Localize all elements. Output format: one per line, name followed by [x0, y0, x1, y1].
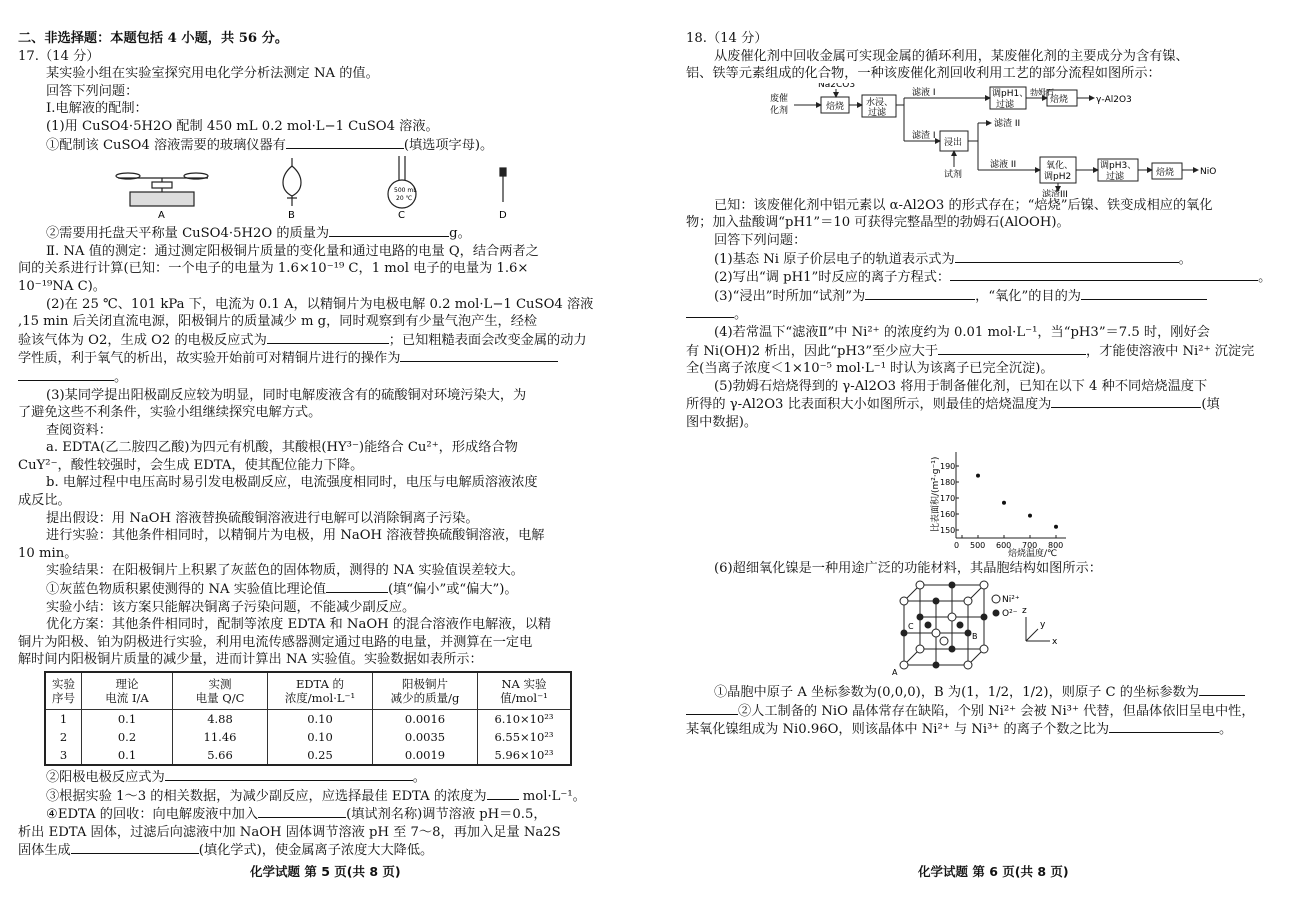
table-header: 实验 序号	[45, 672, 82, 710]
answer-blank[interactable]	[865, 287, 975, 300]
table-cell: 0.0035	[373, 728, 478, 746]
table-header: 理论 电流 I/A	[82, 672, 173, 710]
flask-volume-label: 500 mL	[394, 187, 417, 195]
q18-6-1-cont: ②人工制备的 NiO 晶体常存在缺陷，个别 Ni²⁺ 会被 Ni³⁺ 代替，但晶体依旧呈电中性，	[686, 702, 1279, 721]
page-footer-left: 化学试题 第 5 页(共 8 页)	[250, 864, 401, 879]
option-b-label: B	[288, 210, 295, 222]
table-cell: 6.55×10²³	[478, 728, 572, 746]
table-cell: 6.10×10²³	[478, 710, 572, 729]
x-axis-label: 焙烧温度/℃	[1008, 548, 1058, 559]
data-point	[976, 473, 980, 477]
surface-area-chart	[686, 432, 1279, 560]
text-line: 铜片为阳极、铂为阴极进行实验，利用电流传感器测定通过电路的电量，并测算在一定电	[18, 634, 533, 650]
text-line: b. 电解过程中电压高时易引发电极副反应，电流强度相同时，电压与电解质溶液浓度	[46, 475, 538, 491]
table-cell: 0.0016	[373, 710, 478, 729]
text-line: 铝、铁等元素组成的化合物，一种该废催化剂回收利用工艺的部分流程如图所示：	[686, 66, 1161, 82]
table-cell: 5.66	[173, 746, 268, 765]
text-line: a. EDTA(乙二胺四乙酸)为四元有机酸，其酸根(HY³⁻)能络合 Cu²⁺，形成络合物	[46, 440, 518, 456]
flow-extract: 浸出	[944, 137, 963, 148]
x-tick-label: 500	[970, 540, 986, 550]
flow-roast-1: 焙烧	[826, 101, 845, 112]
q18-2: (2)写出“调 pH1”时反应的离子方程式： 。	[714, 270, 1272, 286]
flask-temp-label: 20 ℃	[396, 195, 413, 203]
page-5	[0, 0, 630, 900]
text-line: 进行实验：其他条件相同时，以精铜片为电极，用 NaOH 溶液替换硫酸铜溶液，电解	[46, 528, 545, 544]
text-line: 了避免这些不利条件，实验小组继续探究电解方式。	[18, 405, 322, 421]
text-line: 10 min。	[18, 545, 78, 561]
page-footer-right: 化学试题 第 6 页(共 8 页)	[918, 864, 1069, 879]
q17-stem: 某实验小组在实验室探究用电化学分析法测定 NA 的值。	[46, 66, 379, 82]
separatory-funnel-icon	[283, 158, 301, 206]
q18-6-1: ①晶胞中原子 A 坐标参数为(0,0,0)，B 为(1，1/2，1/2)，则原子 C 的坐标参数为	[686, 683, 1279, 702]
text-line: 已知：该废催化剂中铝元素以 α-Al2O3 的形式存在；“焙烧”后镍、铁变成相应的氧化	[714, 197, 1213, 213]
text-line: (4)若常温下“滤液Ⅱ”中 Ni²⁺ 的浓度约为 0.01 mol·L⁻¹，当“pH3”＝7.5 时，刚好会	[714, 324, 1210, 340]
table-row	[45, 746, 571, 765]
q17-2-c: 。	[18, 368, 614, 387]
answer-blank[interactable]	[1081, 287, 1207, 300]
text-line: 间的关系进行计算(已知：一个电子的电量为 1.6×10⁻¹⁹ C，1 mol 电子的电量为 1.6×	[18, 261, 529, 277]
q18-5: 所得的 γ-Al2O3 比表面积大小如图所示，则最佳的焙烧温度为 (填	[686, 397, 1220, 413]
text-line: 优化方案：其他条件相同时，配制等浓度 EDTA 和 NaOH 的混合溶液作电解液，以精	[46, 617, 552, 633]
flow-ph3: 过滤	[1106, 171, 1125, 182]
table-cell: 0.10	[268, 710, 373, 729]
q17-2-b: 学性质，利于氧气的析出，故实验开始前可对精铜片进行的操作为	[18, 349, 614, 368]
answer-blank[interactable]	[329, 224, 449, 237]
answer-blank[interactable]	[267, 331, 389, 344]
q17-1-1: ①配制该 CuSO4 溶液需要的玻璃仪器有 (填选项字母)。	[46, 137, 494, 153]
flow-leach: 水浸、	[866, 97, 894, 108]
option-d-label: D	[499, 210, 507, 222]
table-cell: 1	[59, 712, 68, 726]
table-header-row	[45, 672, 571, 710]
flow-residue-2: 滤渣 II	[994, 118, 1021, 129]
data-point	[1054, 524, 1058, 528]
text-line: 实验小结：该方案只能解决铜离子污染问题，不能减少副反应。	[46, 599, 416, 615]
atom-a-label: A	[892, 668, 898, 678]
answer-blank[interactable]	[1199, 683, 1245, 696]
x-tick-label: 600	[996, 540, 1012, 550]
atom-b-label: B	[972, 632, 978, 642]
flow-oxid: 调pH2	[1044, 171, 1072, 182]
table-cell: 0.1	[82, 710, 173, 729]
flow-roast-2: 焙烧	[1050, 94, 1069, 105]
experiment-table	[44, 671, 572, 766]
y-tick-label: 160	[940, 509, 956, 519]
text-line: 提出假设：用 NaOH 溶液替换硫酸铜溶液进行电解可以消除铜离子污染。	[46, 510, 479, 526]
text-line: 成反比。	[18, 493, 71, 509]
flow-leach: 过滤	[868, 107, 887, 118]
balance-icon	[116, 173, 208, 206]
option-a-label: A	[158, 210, 165, 222]
text-line: 物；加入盐酸调“pH1”＝10 可获得完整晶型的勃姆石(AlOOH)。	[686, 215, 1070, 231]
flow-na2co3: Na2CO3	[818, 82, 856, 90]
answer-blank[interactable]	[955, 250, 1179, 263]
flow-al2o3: γ-Al2O3	[1096, 94, 1132, 105]
flow-boehmite: 勃姆石	[1030, 87, 1054, 97]
answer-blank[interactable]	[487, 787, 519, 800]
answer-blank[interactable]	[400, 349, 558, 362]
q17-2-a: 验该气体为 O2，生成 O2 的电极反应式为 ；已知粗糙表面会改变金属的动力	[18, 332, 587, 348]
q17-3-2: ②阳极电极反应式为 。	[46, 770, 426, 785]
flow-ph3: 调pH3、	[1100, 160, 1137, 171]
answer-blank[interactable]	[950, 268, 1258, 281]
flow-residue-3: 滤渣III	[1042, 189, 1068, 197]
text-line: 10⁻¹⁹NA C)。	[18, 278, 106, 294]
part-1-title: Ⅰ.电解液的配制：	[46, 101, 148, 117]
x-tick-label: 700	[1022, 540, 1038, 550]
answer-blank[interactable]	[1051, 395, 1201, 408]
y-tick-label: 170	[940, 493, 956, 503]
q17-3-1: ①灰蓝色物质积累使测得的 NA 实验值比理论值 (填“偏小”或“偏大”)。	[46, 582, 518, 598]
y-tick-label: 190	[940, 461, 956, 471]
table-row	[45, 710, 571, 729]
table-cell: 4.88	[173, 710, 268, 729]
q18-4: 有 Ni(OH)2 析出，因此“pH3”至少应大于 ，才能使溶液中 Ni²⁺ 沉淀完	[686, 343, 1255, 359]
text-line: 解时间内阳极铜片质量的减少量，进而计算出 NA 实验值。实验数据如表所示：	[18, 652, 483, 668]
text-line: CuY²⁻，酸性较强时，会生成 EDTA，使其配位能力下降。	[18, 457, 364, 473]
text-line: (6)超细氧化镍是一种用途广泛的功能材料，其晶胞结构如图所示：	[714, 560, 1102, 576]
text-line: 回答下列问题：	[46, 83, 139, 99]
flow-waste: 化剂	[770, 105, 789, 116]
data-point	[1002, 500, 1006, 504]
unit-cell-figure	[686, 577, 1279, 683]
table-cell: 5.96×10²³	[478, 746, 572, 765]
table-cell: 2	[59, 730, 68, 744]
y-axis-label: 比表面积/(m²·g⁻¹)	[931, 456, 941, 532]
table-cell: 0.25	[268, 746, 373, 765]
q17-title: 17.（14 分）	[18, 48, 100, 64]
text-line: (3)某同学提出阳极副反应较为明显，同时电解废液含有的硫酸铜对环境污染大，为	[46, 387, 527, 403]
flow-filtrate-1: 滤液 I	[912, 87, 936, 98]
text-line: 析出 EDTA 固体，过滤后向滤液中加 NaOH 固体调节溶液 pH 至 7～8，再加入足量 Na2S	[18, 824, 561, 840]
text-line: 回答下列问题：	[714, 232, 807, 248]
axis-x: x	[1052, 637, 1058, 648]
table-cell: 3	[59, 748, 68, 762]
flow-ph1: 过滤	[996, 99, 1015, 110]
answer-blank[interactable]	[258, 805, 346, 818]
text-line: Ⅱ. NA 值的测定：通过测定阳极铜片质量的变化量和通过电路的电量 Q，结合两者之	[46, 243, 539, 259]
table-cell: 0.1	[82, 746, 173, 765]
table-header: 实测 电量 Q/C	[173, 672, 268, 710]
data-point	[1028, 513, 1032, 517]
axis-y: y	[1040, 620, 1046, 631]
apparatus-figure	[18, 154, 614, 224]
q18-1: (1)基态 Ni 原子价层电子的轨道表示式为 。	[714, 251, 1192, 267]
answer-blank[interactable]	[18, 368, 114, 381]
answer-blank[interactable]	[1109, 720, 1219, 733]
text-line: 查阅资料：	[46, 422, 112, 438]
x-tick-label: 800	[1048, 540, 1064, 550]
table-header: NA 实验 值/mol⁻¹	[478, 672, 572, 710]
q17-3-5: 固体生成 (填化学式)，使金属离子浓度大大降低。	[18, 843, 434, 859]
text-line: ,15 min 后关闭直流电源，阳极铜片的质量减少 m g，同时观察到有少量气泡产生，经检	[18, 314, 538, 330]
answer-blank[interactable]	[938, 342, 1086, 355]
flow-nio: NiO	[1200, 166, 1217, 177]
q18-stem: 从废催化剂中回收金属可实现金属的循环利用，某废催化剂的主要成分为含有镍、	[714, 48, 1189, 64]
axis-z: z	[1022, 606, 1027, 617]
q18-3: (3)“浸出”时所加“试剂”为 ，“氧化”的目的为	[686, 287, 1279, 306]
text-line: (5)勃姆石焙烧得到的 γ-Al2O3 将用于制备催化剂，已知在以下 4 种不同焙烧温度下	[714, 378, 1208, 394]
y-tick-label: 180	[940, 477, 956, 487]
answer-blank[interactable]	[286, 136, 404, 149]
flow-filtrate-2: 滤液 II	[990, 159, 1017, 170]
flow-residue-1: 滤渣 I	[912, 130, 936, 141]
answer-blank[interactable]	[71, 841, 199, 854]
q18-title: 18.（14 分）	[686, 31, 768, 46]
table-cell: 11.46	[173, 728, 268, 746]
x-tick-label: 0	[954, 540, 960, 550]
table-cell: 0.0019	[373, 746, 478, 765]
q18-6-2: 某氧化镍组成为 Ni0.96O，则该晶体中 Ni²⁺ 与 Ni³⁺ 的离子个数之比为 。	[686, 722, 1233, 738]
process-flowchart	[686, 83, 1279, 197]
unit-cell-icon	[904, 585, 984, 665]
answer-blank[interactable]	[326, 580, 388, 593]
legend-o: O²⁻	[1002, 609, 1018, 620]
table-row	[45, 728, 571, 746]
flow-oxid: 氧化、	[1046, 160, 1074, 171]
table-cell: 0.2	[82, 728, 173, 746]
text-line: (1)用 CuSO4·5H2O 配制 450 mL 0.2 mol·L−1 CuSO4 溶液。	[46, 118, 439, 134]
text-line: 图中数据)。	[686, 414, 758, 430]
q18-3-cont: 。	[686, 305, 1279, 324]
table-header: EDTA 的 浓度/mol·L⁻¹	[268, 672, 373, 710]
table-cell: 0.10	[268, 728, 373, 746]
flow-reagent: 试剂	[944, 169, 963, 180]
text-line: 实验结果：在阳极铜片上积累了灰蓝色的固体物质，测得的 NA 实验值误差较大。	[46, 563, 524, 579]
section-heading: 二、非选择题：本题包括 4 小题，共 56 分。	[18, 31, 289, 46]
q17-3-3: ③根据实验 1～3 的相关数据，为减少副反应，应选择最佳 EDTA 的浓度为 mol·L⁻¹。	[46, 788, 586, 804]
option-c-label: C	[398, 210, 405, 222]
answer-blank[interactable]	[165, 768, 413, 781]
flow-roast-3: 焙烧	[1156, 167, 1175, 178]
answer-blank[interactable]	[686, 702, 738, 715]
text-line: 全(当离子浓度＜1×10⁻⁵ mol·L⁻¹ 时认为该离子已完全沉淀)。	[686, 361, 1054, 377]
text-line: (2)在 25 ℃、101 kPa 下，电流为 0.1 A，以精铜片为电极电解 0.2 mol·L−1 CuSO4 溶液	[46, 296, 594, 312]
atom-c-label: C	[908, 622, 914, 632]
table-header: 阳极铜片 减少的质量/g	[373, 672, 478, 710]
flow-ph1: 调pH1、	[992, 88, 1029, 99]
flow-waste: 废催	[770, 93, 789, 104]
q17-1-2: ②需要用托盘天平称量 CuSO4·5H2O 的质量为 g。	[46, 226, 471, 242]
legend-ni: Ni²⁺	[1002, 595, 1020, 606]
y-tick-label: 150	[940, 525, 956, 535]
dropper-icon	[500, 168, 506, 202]
page-6	[668, 0, 1295, 900]
q17-3-4: ④EDTA 的回收：向电解废液中加入 (填试剂名称)调节溶液 pH＝0.5，	[46, 807, 547, 823]
answer-blank[interactable]	[686, 305, 734, 318]
